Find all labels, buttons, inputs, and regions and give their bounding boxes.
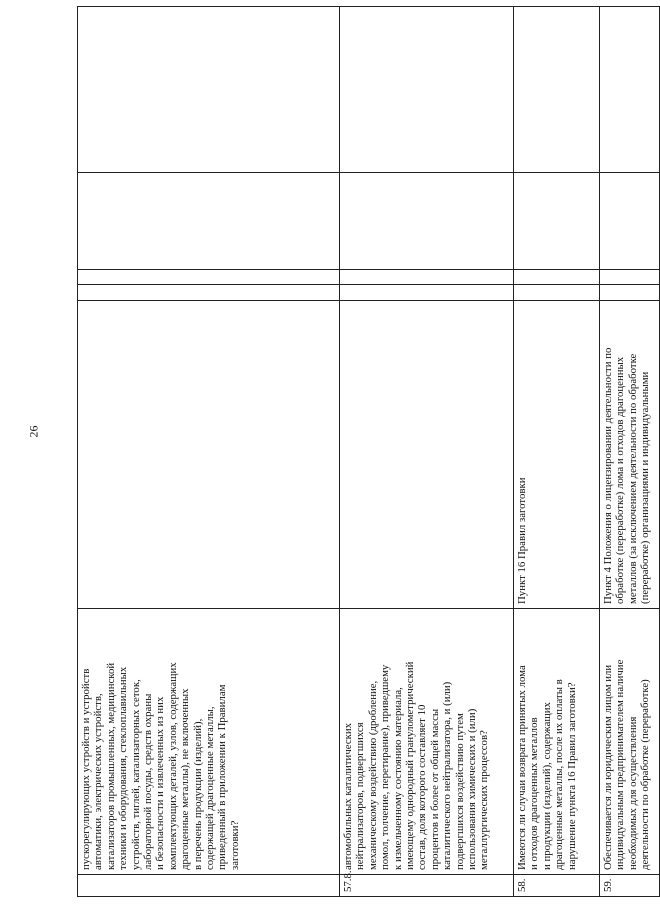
reference-cell xyxy=(78,301,340,609)
answer-cell xyxy=(340,173,514,270)
answer-cell xyxy=(340,270,514,285)
answer-cell xyxy=(514,270,600,285)
answer-cell xyxy=(514,7,600,173)
page-number: 26 xyxy=(26,425,41,438)
answer-cell xyxy=(600,173,660,270)
answer-cell xyxy=(78,270,340,285)
answer-cell xyxy=(78,7,340,173)
answer-cell xyxy=(340,285,514,301)
table-row xyxy=(600,7,660,897)
row-number: 57.8. xyxy=(340,875,514,897)
answer-cell xyxy=(600,7,660,173)
reference-cell: Пункт 4 Положения о лицензировании деятельности по обработке (переработке) лома и отходов драгоценных металлов (за исключением деятельности по обработке (переработке) организациями и индивидуальными xyxy=(600,301,660,609)
table-row xyxy=(340,7,514,897)
answer-cell xyxy=(514,173,600,270)
answer-cell xyxy=(78,173,340,270)
row-number: 59. xyxy=(600,875,660,897)
answer-cell xyxy=(514,285,600,301)
question-cell: Обеспечивается ли юридическим лицом или индивидуальным предпринимателем наличие необходимых для осуществления деятельности по обработке (переработке) xyxy=(600,609,660,875)
answer-cell xyxy=(340,7,514,173)
reference-cell xyxy=(340,301,514,609)
answer-cell xyxy=(600,270,660,285)
reference-cell: Пункт 16 Правил заготовки xyxy=(514,301,600,609)
table-row xyxy=(514,7,600,897)
question-cell: автомобильных каталитических нейтрализаторов, подвергшихся механическому воздействию (дробление, помол, толчение, перетирание), приведшему к измельченному состоянию материала, имеющему однородный гранулометрический состав, доля которого составляет 10 процентов и более от общей массы каталитического нейтрализатора, и (или) подвергшихся воздействию путем использования химических и (или) металлургических процессов? xyxy=(340,609,514,875)
question-cell: Имеются ли случаи возврата принятых лома и отходов драгоценных металлов и продукции (изделий), содержащих драгоценные металлы, после их оплаты в нарушение пункта 16 Правил заготовки? xyxy=(514,609,600,875)
row-number: 58. xyxy=(514,875,600,897)
question-cell: пускорегулирующих устройств и устройств автоматики, электрических устройств, катализаторов промышленных, медицинской техники и оборудования, стеклоплавильных устройств, тиглей, катализаторных сеток, лабораторной посуды, средств охраны и безопасности и извлеченных из них комплектующих деталей, узлов, содержащих драгоценные металлы), не включенных в перечень продукции (изделий), содержащей драгоценные металлы, приведенный в приложении к Правилам заготовки? xyxy=(78,609,340,875)
checklist-table xyxy=(77,6,660,897)
answer-cell xyxy=(78,285,340,301)
row-number xyxy=(78,875,340,897)
table-row xyxy=(78,7,340,897)
answer-cell xyxy=(600,285,660,301)
